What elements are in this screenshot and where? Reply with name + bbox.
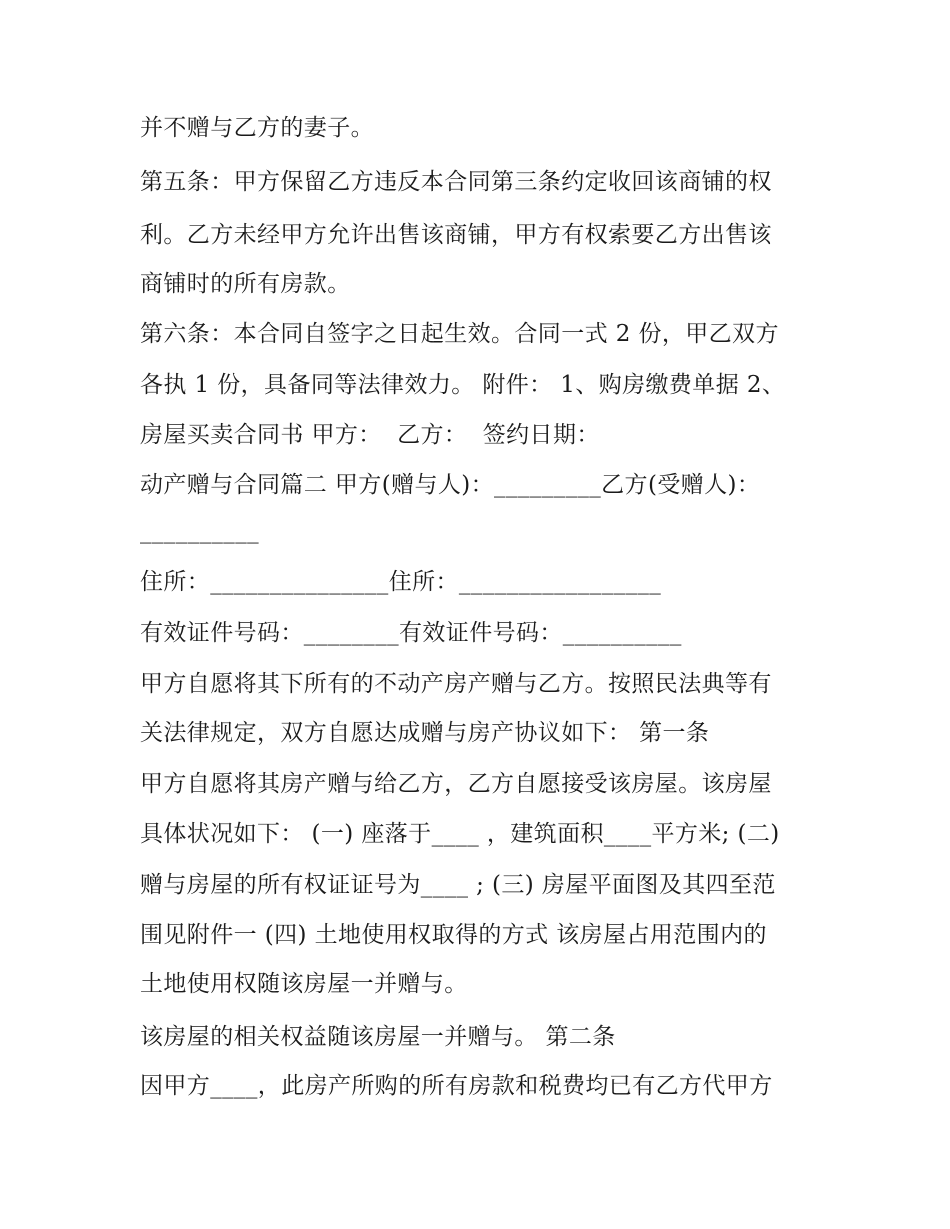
text-line: 房屋买卖合同书 甲方： 乙方： 签约日期：: [140, 422, 600, 448]
text-line: 并不赠与乙方的妻子。: [140, 115, 374, 141]
text-line: 关法律规定，双方自愿达成赠与房产协议如下： 第一条: [140, 720, 710, 746]
text-line: 因甲方____，此房产所购的所有房款和税费均已有乙方代甲方: [140, 1073, 773, 1099]
text-line: 住所：_______________住所：_________________: [140, 569, 662, 595]
text-line: 具体状况如下： (一) 座落于____ ，建筑面积____平方米; (二): [140, 821, 780, 847]
text-line: 土地使用权随该房屋一并赠与。: [140, 971, 468, 997]
text-line: 第六条：本合同自签字之日起生效。合同一式 2 份，甲乙双方: [140, 321, 779, 347]
text-line: 该房屋的相关权益随该房屋一并赠与。 第二条: [140, 1024, 616, 1050]
text-line: 围见附件一 (四) 土地使用权取得的方式 该房屋占用范围内的: [140, 922, 767, 948]
text-line: 甲方自愿将其下所有的不动产房产赠与乙方。按照民法典等有: [140, 671, 772, 697]
text-line: 赠与房屋的所有权证证号为____ ; (三) 房屋平面图及其四至范: [140, 872, 776, 898]
text-line: 动产赠与合同篇二 甲方(赠与人)：_________乙方(受赠人)：: [140, 472, 761, 498]
text-line: 商铺时的所有房款。: [140, 271, 351, 297]
text-line: 各执 1 份，具备同等法律效力。 附件： 1、购房缴费单据 2、: [140, 372, 786, 398]
text-line: 有效证件号码：________有效证件号码：__________: [140, 620, 682, 646]
text-line: 甲方自愿将其房产赠与给乙方，乙方自愿接受该房屋。该房屋: [140, 771, 772, 797]
text-line: __________: [140, 518, 259, 544]
text-line: 利。乙方未经甲方允许出售该商铺，甲方有权索要乙方出售该: [140, 222, 772, 248]
text-line: 第五条：甲方保留乙方违反本合同第三条约定收回该商铺的权: [140, 169, 772, 195]
